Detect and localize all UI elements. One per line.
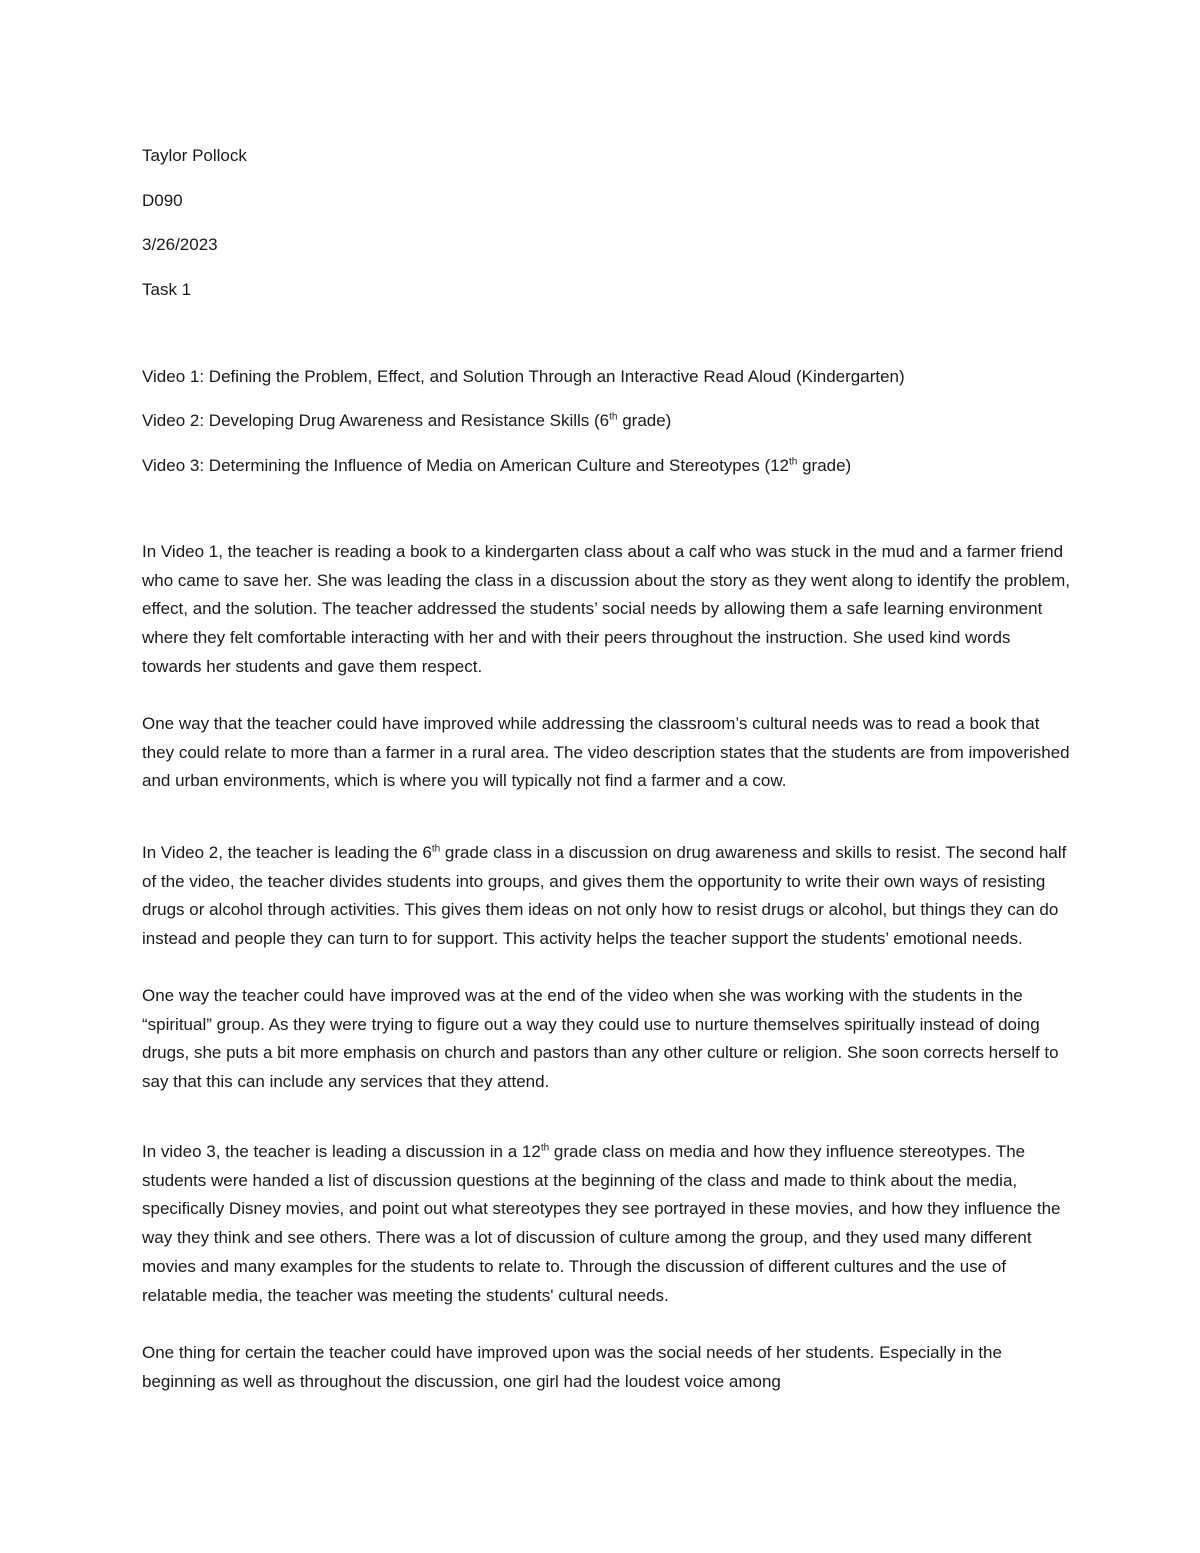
paragraph-video-3 [142, 1138, 1072, 1310]
paragraph-video-2-improvement: One way the teacher could have improved was at the end of the video when she was working with the students in the “spiritual” group. As they were trying to figure out a way they could use to nurture themselves spiritually instead of doing drugs, she puts a bit more emphasis on church and pastors than any other culture or religion. She soon corrects herself to say that this can include any services that they attend. [142, 986, 1059, 1092]
paragraph-video-2-text: In Video 2, the teacher is leading the 6 [142, 843, 432, 862]
video-2-title [142, 410, 671, 432]
paragraph-video-2-superscript: th [431, 843, 441, 855]
author-name: Taylor Pollock [142, 146, 247, 165]
paragraph-video-1: In Video 1, the teacher is reading a book to a kindergarten class about a calf who was stuck in the mud and a farmer friend who came to save her. She was leading the class in a discussion about the story as they went along to identify the problem, effect, and the solution. The teacher addressed the students’ social needs by allowing them a safe learning environment where they felt comfortable interacting with her and with their peers throughout the instruction. She used kind words towards her students and gave them respect. [142, 542, 1070, 676]
paragraph-video-3-text-cont: grade class on media and how they influence stereotypes. The students were handed a list of discussion questions at the beginning of the class and made to think about the media, specifically Disney movies, and point out what stereotypes they see portrayed in these movies, and how they influence the way they think and see others. There was a lot of discussion of culture among the group, and they used many different movies and many examples for the students to relate to. Through the discussion of different cultures and the use of relatable media, the teacher was meeting the students' cultural needs. [142, 1142, 1061, 1305]
video-3-title-suffix: grade) [797, 456, 852, 475]
document-date: 3/26/2023 [142, 235, 218, 254]
paragraph-video-2-text-cont: grade class in a discussion on drug awareness and skills to resist. The second half of the video, the teacher divides students into groups, and gives them the opportunity to write their own ways of resisting drugs or alcohol through activities. This gives them ideas on not only how to resist drugs or alcohol, but things they can do instead and people they can turn to for support. This activity helps the teacher support the students’ emotional needs. [142, 843, 1067, 949]
paragraph-video-3-text: In video 3, the teacher is leading a discussion in a 12 [142, 1142, 541, 1161]
video-1-title: Video 1: Defining the Problem, Effect, and Solution Through an Interactive Read Aloud (Kindergarten) [142, 367, 905, 386]
video-2-superscript: th [609, 411, 618, 423]
video-3-title [142, 455, 851, 477]
paragraph-video-3-improvement: One thing for certain the teacher could have improved upon was the social needs of her students. Especially in the beginning as well as throughout the discussion, one girl had the loudest voice among [142, 1343, 1002, 1391]
paragraph-video-1-improvement: One way that the teacher could have improved while addressing the classroom’s cultural needs was to read a book that they could relate to more than a farmer in a rural area. The video description states that the students are from impoverished and urban environments, which is where you will typically not find a farmer and a cow. [142, 714, 1070, 791]
video-3-superscript: th [789, 456, 798, 468]
course-code: D090 [142, 191, 183, 210]
video-2-title-text: Video 2: Developing Drug Awareness and Resistance Skills (6 [142, 411, 610, 430]
video-2-title-suffix: grade) [617, 411, 672, 430]
task-label: Task 1 [142, 280, 192, 299]
paragraph-video-3-superscript: th [540, 1142, 550, 1154]
video-3-title-text: Video 3: Determining the Influence of Media on American Culture and Stereotypes (12 [142, 456, 790, 475]
paragraph-video-2 [142, 839, 1072, 954]
